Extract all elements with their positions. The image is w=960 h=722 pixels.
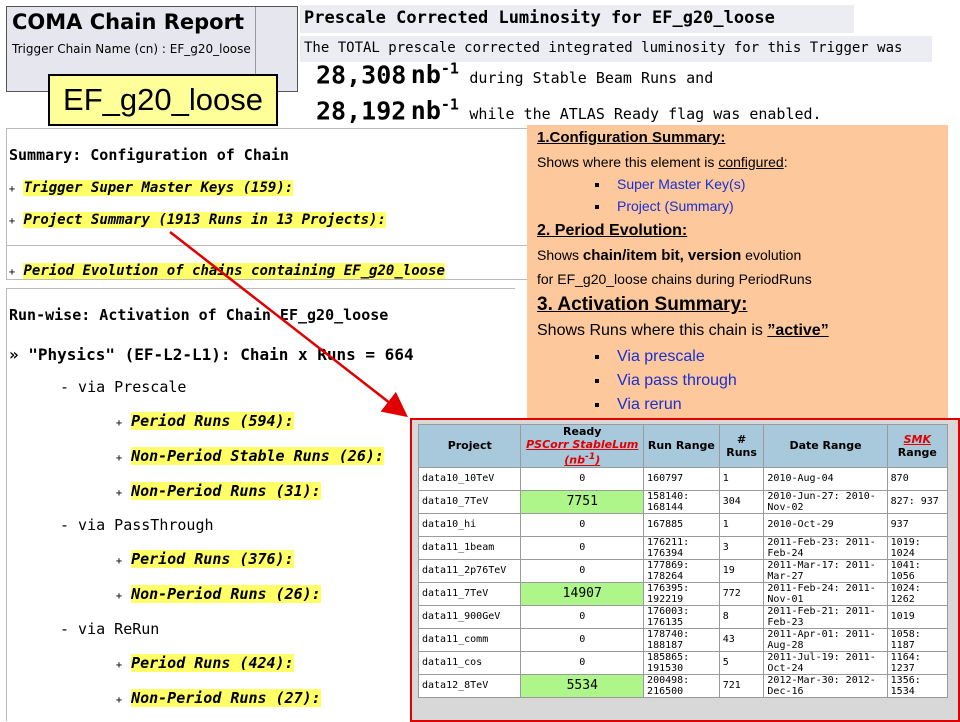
smk-link[interactable]: SMK [903, 432, 932, 446]
lumi-unit: $nb^{-1}$ [410, 60, 459, 90]
lumi-cell: 0 [521, 605, 644, 628]
expand-icon[interactable]: + [9, 267, 16, 278]
smk-cell: 1356: 1534 [887, 674, 947, 697]
project-cell: data12_8TeV [419, 674, 521, 697]
project-cell: data11_cos [419, 651, 521, 674]
lumi-unit: $nb^{-1}$ [410, 96, 459, 126]
run-range-cell: 178740: 188187 [644, 628, 720, 651]
expand-icon[interactable]: + [116, 418, 123, 429]
run-range-cell: 176003: 176135 [644, 605, 720, 628]
lumi-cell: 0 [521, 628, 644, 651]
expand-icon[interactable]: + [116, 453, 123, 464]
smk-cell: 827: 937 [887, 490, 947, 513]
coma-title: COMA Chain Report [12, 10, 244, 34]
lumi-description: The TOTAL prescale corrected integrated luminosity for this Trigger was [304, 40, 903, 56]
lumi-cell: 14907 [521, 582, 644, 605]
project-cell: data11_1beam [419, 536, 521, 559]
run-range-cell: 177869: 178264 [644, 559, 720, 582]
col-ready-lumi[interactable]: Ready PSCorr StableLum $(nb^{-1})$ [521, 425, 644, 468]
expand-icon[interactable]: + [116, 556, 123, 567]
runs-cell: 3 [719, 536, 764, 559]
lumi-cell: 0 [521, 559, 644, 582]
runs-cell: 1 [719, 513, 764, 536]
col-smk[interactable]: SMK Range [887, 425, 947, 468]
run-range-cell: 185865: 191530 [644, 651, 720, 674]
expand-icon[interactable]: + [116, 488, 123, 499]
expand-icon[interactable]: + [9, 184, 16, 195]
explain-bullet: Project (Summary) [595, 198, 734, 214]
run-range-cell: 160797 [644, 467, 720, 490]
project-cell: data10_10TeV [419, 467, 521, 490]
col-run-range: Run Range [644, 425, 720, 468]
date-range-cell: 2012-Mar-30: 2012-Dec-16 [764, 674, 887, 697]
runs-item[interactable]: + Non-Period Runs (31): [116, 482, 321, 500]
lumi-cell: 0 [521, 467, 644, 490]
explain-heading-2: 2. Period Evolution: [537, 222, 688, 239]
runs-item[interactable]: + Period Runs (594): [116, 412, 294, 430]
smk-cell: 1024: 1262 [887, 582, 947, 605]
col-runs: # Runs [719, 425, 764, 468]
runs-cell: 5 [719, 651, 764, 674]
smk-cell: 1041: 1056 [887, 559, 947, 582]
date-range-cell: 2011-Feb-23: 2011-Feb-24 [764, 536, 887, 559]
explain-text-2: Shows chain/item bit, version evolution [537, 247, 802, 264]
explain-bullet: Via rerun [595, 396, 682, 414]
runs-item[interactable]: + Non-Period Runs (27): [116, 689, 321, 707]
run-range-cell: 176395: 192219 [644, 582, 720, 605]
col-date-range: Date Range [764, 425, 887, 468]
explain-heading-3: 3. Activation Summary: [537, 294, 748, 315]
expand-icon[interactable]: + [116, 695, 123, 706]
lumi-stable-value: 28,308 [316, 60, 407, 90]
date-range-cell: 2011-Mar-17: 2011-Mar-27 [764, 559, 887, 582]
project-cell: data11_comm [419, 628, 521, 651]
lumi-cell: 0 [521, 536, 644, 559]
runs-item[interactable]: + Non-Period Runs (26): [116, 585, 321, 603]
summary-heading: Summary: Configuration of Chain [9, 146, 289, 164]
date-range-cell: 2011-Jul-19: 2011-Oct-24 [764, 651, 887, 674]
runs-item[interactable]: + Period Runs (376): [116, 550, 294, 568]
lumi-ready-value: 28,192 [316, 96, 407, 126]
run-range-cell: 158140: 168144 [644, 490, 720, 513]
col-project: Project [419, 425, 521, 468]
smk-cell: 1058: 1187 [887, 628, 947, 651]
summary-item-project[interactable]: + Project Summary (1913 Runs in 13 Projects): [9, 212, 386, 228]
lumi-cell: 0 [521, 651, 644, 674]
summary-item-smk[interactable]: + Trigger Super Master Keys (159): [9, 180, 294, 196]
lumi-cell: 7751 [521, 490, 644, 513]
date-range-cell: 2010-Oct-29 [764, 513, 887, 536]
smk-cell: 937 [887, 513, 947, 536]
lumi-stable-text: during Stable Beam Runs and [469, 69, 714, 88]
run-range-cell: 200498: 216500 [644, 674, 720, 697]
runs-cell: 8 [719, 605, 764, 628]
date-range-cell: 2010-Jun-27: 2010-Nov-02 [764, 490, 887, 513]
date-range-cell: 2011-Feb-24: 2011-Nov-01 [764, 582, 887, 605]
runs-cell: 1 [719, 467, 764, 490]
runwise-heading: Run-wise: Activation of Chain EF_g20_loose [9, 306, 389, 324]
run-range-cell: 167885 [644, 513, 720, 536]
via-rerun-label: - via ReRun [60, 620, 160, 638]
explain-text-2b: for EF_g20_loose chains during PeriodRuns [537, 271, 812, 287]
coma-subtitle: Trigger Chain Name (cn) : EF_g20_loose [12, 42, 251, 56]
explain-bullet: Via pass through [595, 372, 737, 390]
lumi-title: Prescale Corrected Luminosity for EF_g20_loose [304, 8, 775, 28]
explain-bullet: Via prescale [595, 348, 705, 366]
expand-icon[interactable]: + [116, 660, 123, 671]
project-cell: data10_hi [419, 513, 521, 536]
lumi-ready-text: while the ATLAS Ready flag was enabled. [469, 105, 822, 124]
expand-icon[interactable]: + [116, 591, 123, 602]
lumi-cell: 5534 [521, 674, 644, 697]
runwise-physics: » "Physics" (EF-L2-L1): Chain x Runs = 664 [9, 345, 414, 364]
runs-cell: 19 [719, 559, 764, 582]
explain-bullet: Super Master Key(s) [595, 176, 745, 192]
date-range-cell: 2011-Apr-01: 2011-Aug-28 [764, 628, 887, 651]
ready-lumi-link[interactable]: PSCorr StableLum [526, 438, 639, 451]
runs-item[interactable]: + Period Runs (424): [116, 654, 294, 672]
project-cell: data11_7TeV [419, 582, 521, 605]
via-passthrough-label: - via PassThrough [60, 516, 214, 534]
runs-cell: 772 [719, 582, 764, 605]
smk-cell: 870 [887, 467, 947, 490]
expand-icon[interactable]: + [9, 216, 16, 227]
project-cell: data11_900GeV [419, 605, 521, 628]
runs-cell: 43 [719, 628, 764, 651]
project-cell: data10_7TeV [419, 490, 521, 513]
summary-item-period[interactable]: + Period Evolution of chains containing EF_g20_loose [9, 263, 445, 279]
smk-cell: 1019: 1024 [887, 536, 947, 559]
smk-cell: 1019 [887, 605, 947, 628]
runs-item[interactable]: + Non-Period Stable Runs (26): [116, 447, 384, 465]
chain-name-label: EF_g20_loose [48, 74, 278, 126]
explain-text-3: Shows Runs where this chain is ”active” [537, 322, 829, 339]
project-cell: data11_2p76TeV [419, 559, 521, 582]
via-prescale-label: - via Prescale [60, 378, 187, 396]
smk-cell: 1164: 1237 [887, 651, 947, 674]
date-range-cell: 2011-Feb-21: 2011-Feb-23 [764, 605, 887, 628]
lumi-cell: 0 [521, 513, 644, 536]
explain-text-1: Shows where this element is configured: [537, 154, 788, 170]
runs-cell: 721 [719, 674, 764, 697]
run-range-cell: 176211: 176394 [644, 536, 720, 559]
date-range-cell: 2010-Aug-04 [764, 467, 887, 490]
runs-cell: 304 [719, 490, 764, 513]
explain-heading-1: 1.Configuration Summary: [537, 129, 726, 146]
